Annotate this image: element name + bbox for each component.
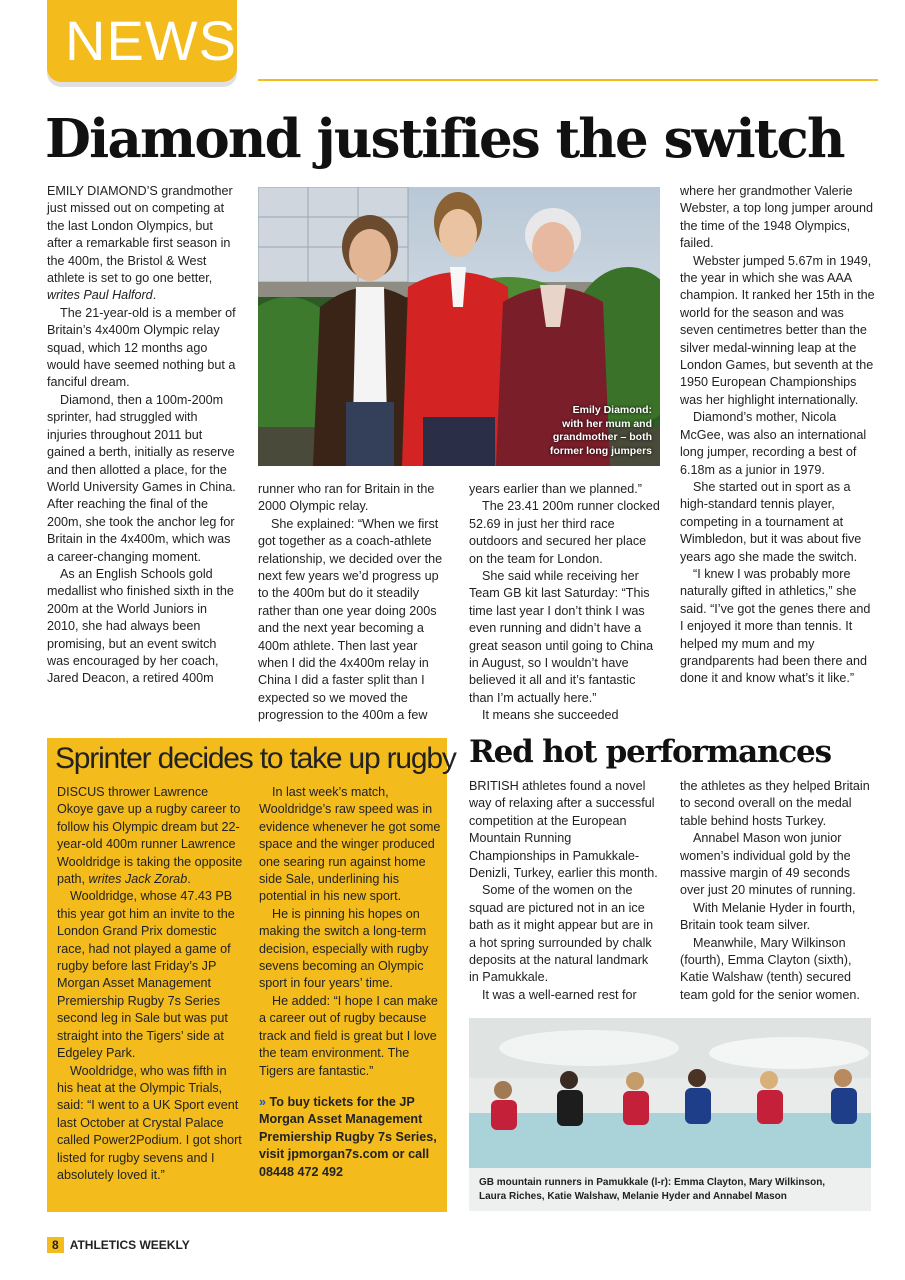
article-paragraph: Wooldridge, whose 47.43 PB this year got him an invite to the London Grand Prix domestic race, had not played a game of rugby before last Friday’s JP Morgan Asset Management Premiership Rugby 7s Series second leg in Sale but was put straight into the Tigers’ side at Edgeley Park. bbox=[57, 889, 235, 1061]
headline: Diamond justifies the switch bbox=[45, 108, 844, 170]
article-paragraph: runner who ran for Britain in the 2000 Olympic relay. bbox=[258, 482, 435, 514]
article-paragraph: DISCUS thrower Lawrence Okoye gave up a rugby career to follow his Olympic dream but 22-year-old 400m runner Lawrence Wooldridge is taking the opposite path, writes Jack Zorab. bbox=[57, 785, 243, 887]
article-paragraph: “I knew I was probably more naturally gifted in athletics,” she said. “I’ve got the genes there and I enjoyed it more than tennis. It helped my mum and my grandparents had been there and done it and know what’s it like.” bbox=[680, 566, 871, 686]
page-footer bbox=[47, 1237, 190, 1253]
sprinter-story-box bbox=[47, 738, 456, 1212]
article-column-1 bbox=[47, 183, 237, 688]
ticket-cta-text: To buy tickets for the JP Morgan Asset Management Premiership Rugby 7s Series, visit jpmorgan7s.com or call 08448 472 492 bbox=[259, 1094, 437, 1179]
article-paragraph: He is pinning his hopes on making the switch a long-term decision, especially with rugby sevens becoming an Olympic sport in four years’ time. bbox=[259, 906, 429, 991]
article-paragraph: It was a well-earned rest for bbox=[482, 987, 637, 1002]
article-paragraph: He added: “I hope I can make a career out of rugby because track and field is great but I love the team environment. The Tigers are fantastic.” bbox=[259, 993, 438, 1078]
article-paragraph: In last week’s match, Wooldridge’s raw speed was in evidence whenever he got some space and the winger produced one searing run against home side Sale, underlining his potential in his new sport. bbox=[259, 785, 441, 904]
article-paragraph: Wooldridge, who was fifth in his heat at the Olympic Trials, said: “I went to a UK Sport event last October at Crystal Palace called Power2Podium. I got short listed for rugby sevens and I absolutely loved it.” bbox=[57, 1063, 242, 1182]
article-column-3 bbox=[469, 481, 661, 725]
article-column-4 bbox=[680, 183, 876, 688]
article-paragraph: It means she succeeded bbox=[482, 708, 619, 723]
article-paragraph: As an English Schools gold medallist who finished sixth in the 200m at the World Juniors in 2010, she had always been promising, but an event switch was encouraged by her coach, Jared Deacon, a retired 400m bbox=[47, 566, 234, 686]
red-hot-title: Red hot performances bbox=[469, 734, 831, 770]
article-paragraph: The 21-year-old is a member of Britain’s 4x400m Olympic relay squad, which 12 months ago would have seemed nothing but a fanciful dream. bbox=[47, 305, 236, 390]
page-number: 8 bbox=[47, 1237, 64, 1253]
article-paragraph: She explained: “When we first got together as a coach-athlete relationship, we decided over the next few years we’d progress up to the 400m but do it steadily rather than one year doing 200s and the next year becoming a 400m athlete. Then last year when I did the 4x400m relay in China I did a faster split than I expected so we moved the progression to the 400m a few bbox=[258, 516, 443, 723]
article-paragraph: the athletes as they helped Britain to second overall on the medal table behind hosts Turkey. bbox=[680, 779, 870, 828]
main-photo-caption: Emily Diamond: with her mum and grandmother – both former long jumpers bbox=[549, 404, 652, 457]
main-photo bbox=[258, 187, 660, 466]
article-paragraph: She started out in sport as a high-standard tennis player, competing in a tournament at Wimbledon, but it was about five years ago she made the switch. bbox=[680, 479, 862, 564]
article-paragraph: She said while receiving her Team GB kit last Saturday: “This time last year I don’t think I was even running and didn’t have a great season until going to China in August, so I wouldn’t have believed it all and it’s fantastic than I’m actually here.” bbox=[469, 569, 654, 705]
article-paragraph: The 23.41 200m runner clocked 52.69 in just her third race outdoors and secured her place on the team for London. bbox=[469, 499, 660, 566]
article-paragraph: Meanwhile, Mary Wilkinson (fourth), Emma Clayton (sixth), Katie Walshaw (tenth) secured team gold for the senior women. bbox=[680, 935, 860, 1002]
section-tag bbox=[47, 0, 237, 82]
ticket-call-to-action bbox=[259, 1094, 441, 1181]
byline: writes Paul Halford bbox=[47, 288, 153, 303]
section-tag-label: NEWS bbox=[65, 9, 237, 72]
article-paragraph: EMILY DIAMOND’S grandmother just missed out on competing at the last London Olympics, but after a remarkable first season in the 400m, the Bristol & West athlete is set to go one better, writes Paul Halford. bbox=[47, 184, 233, 303]
article-paragraph: Webster jumped 5.67m in 1949, the year in which she was AAA champion. It ranked her 15th in the world for the season and was seven centimetres better than the silver medal-winning leap at the London Games, but seventh at the 1950 European Championships was her highlight internationally. bbox=[680, 253, 875, 407]
article-paragraph: With Melanie Hyder in fourth, Britain took team silver. bbox=[680, 900, 856, 933]
publication-name: ATHLETICS WEEKLY bbox=[69, 1238, 190, 1252]
article-paragraph: Some of the women on the squad are pictured not in an ice bath as it might appear but are in a hot spring surrounded by chalk deposits at the natural landmark in Pamukkale. bbox=[469, 883, 654, 985]
article-paragraph: BRITISH athletes found a novel way of relaxing after a successful competition at the European Mountain Running Championships in Pamukkale-Denizli, Turkey, earlier this month. bbox=[469, 779, 658, 881]
sprinter-story-title: Sprinter decides to take up rugby bbox=[55, 742, 456, 775]
sprinter-column-1 bbox=[57, 784, 243, 1184]
article-paragraph: where her grandmother Valerie Webster, a top long jumper around the time of the 1948 Olympics, failed. bbox=[680, 184, 873, 251]
chevron-right-icon: » bbox=[259, 1094, 267, 1109]
article-paragraph: years earlier than we planned.” bbox=[469, 482, 642, 496]
article-paragraph: Annabel Mason won junior women’s individual gold by the massive margin of 49 seconds over just 20 minutes of running. bbox=[680, 831, 856, 898]
hot-spring-photo bbox=[469, 1018, 871, 1211]
red-hot-column-1 bbox=[469, 778, 661, 1004]
article-column-2 bbox=[258, 481, 450, 725]
header-rule bbox=[258, 79, 878, 81]
hot-spring-photo-caption: GB mountain runners in Pamukkale (l-r): Emma Clayton, Mary Wilkinson, Laura Riches, Katie Walshaw, Melanie Hyder and Annabel Mason bbox=[479, 1177, 826, 1202]
article-paragraph: Diamond, then a 100m-200m sprinter, had struggled with injuries throughout 2011 but gained a berth, initially as reserve and then allotted a place, for the World University Games in China. After reaching the final of the 200m, she took the anchor leg for Britain in the 4x400m, which was a career-changing moment. bbox=[47, 392, 236, 564]
red-hot-column-2 bbox=[680, 778, 876, 1004]
byline: writes Jack Zorab bbox=[88, 872, 188, 887]
article-paragraph: Diamond’s mother, Nicola McGee, was also an international long jumper, recording a best of 6.18m as a junior in 1979. bbox=[680, 410, 867, 477]
sprinter-column-2 bbox=[259, 784, 441, 1181]
